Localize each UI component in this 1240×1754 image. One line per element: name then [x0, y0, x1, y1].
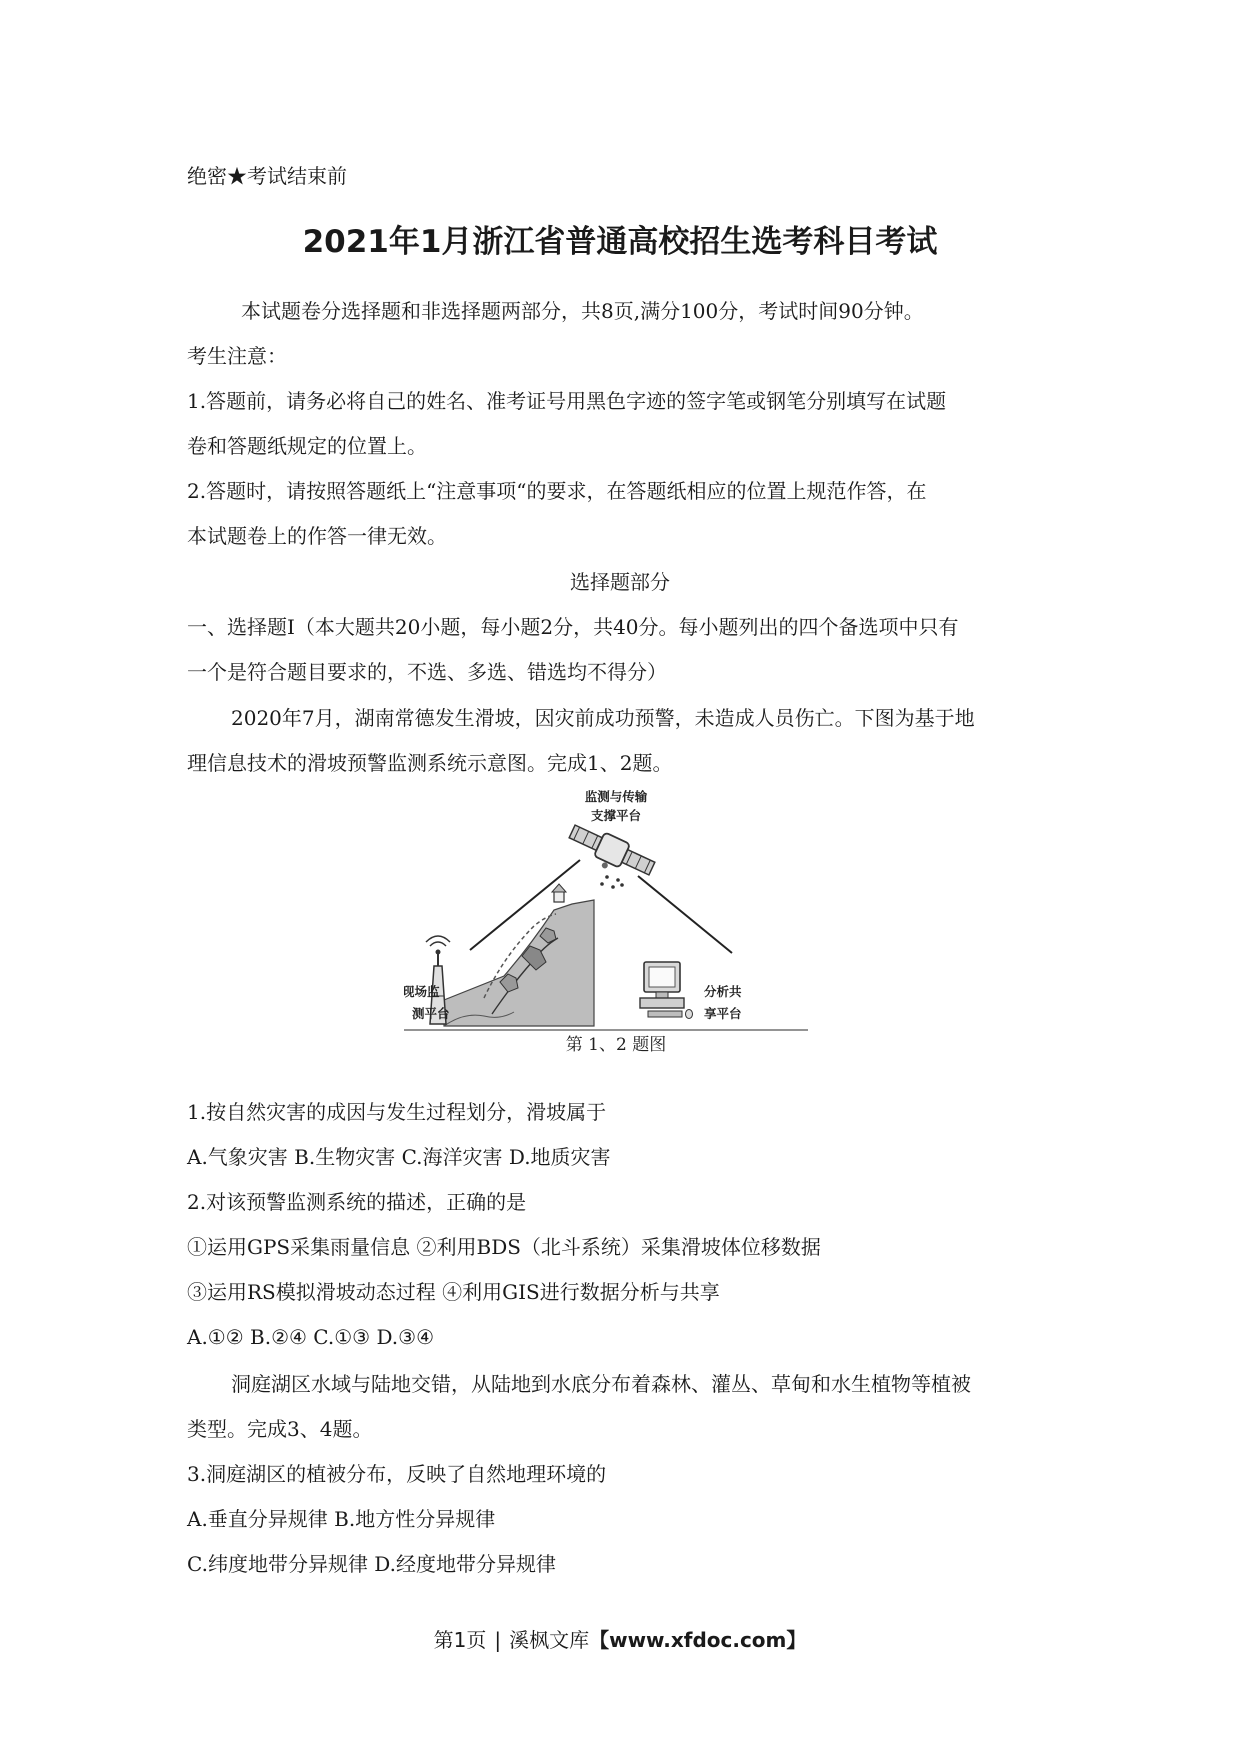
figure-label-right-2: 享平台 [704, 1006, 742, 1021]
library-name: 溪枫文库 [509, 1628, 590, 1652]
landslide-hill-icon [444, 884, 594, 1026]
landslide-monitoring-diagram [404, 786, 814, 1068]
part1-line-1: 一、选择题Ⅰ（本大题共20小题，每小题2分，共40分。每小题列出的四个备选项中只有 [187, 615, 959, 639]
q2-choice-line-a: ①运用GPS采集雨量信息 ②利用BDS（北斗系统）采集滑坡体位移数据 [187, 1235, 821, 1259]
q1-stem: 1.按自然灾害的成因与发生过程划分，滑坡属于 [187, 1100, 607, 1124]
figure-label-top-1: 监测与传输 [584, 789, 648, 804]
q1-options: A.气象灾害 B.生物灾害 C.海洋灾害 D.地质灾害 [187, 1145, 611, 1169]
q2-choice-line-b: ③运用RS模拟滑坡动态过程 ④利用GIS进行数据分析与共享 [187, 1280, 720, 1304]
notice-item-2-line-1: 2.答题时，请按照答题纸上“注意事项“的要求，在答题纸相应的位置上规范作答，在 [187, 479, 927, 503]
notice-item-1-line-2: 卷和答题纸规定的位置上。 [187, 434, 427, 458]
q2-options: A.①② B.②④ C.①③ D.③④ [187, 1325, 434, 1349]
passage1-line-1: 2020年7月，湖南常德发生滑坡，因灾前成功预警，未造成人员伤亡。下图为基于地 [231, 706, 975, 730]
figure-caption: 第 1、2 题图 [565, 1035, 667, 1055]
figure-label-right-1: 分析共 [704, 984, 742, 999]
figure-label-top-2: 支撑平台 [590, 808, 642, 823]
q3-options-line-2: C.纬度地带分异规律 D.经度地带分异规律 [187, 1552, 556, 1576]
part1-line-2: 一个是符合题目要求的，不选、多选、错选均不得分） [187, 660, 667, 684]
figure-label-left-2: 测平台 [412, 1006, 450, 1021]
page-title: 2021年1月浙江省普通高校招生选考科目考试 [302, 224, 938, 260]
section-title: 选择题部分 [570, 570, 670, 594]
secret-mark: 绝密★考试结束前 [187, 164, 347, 188]
page-footer [0, 1628, 1240, 1652]
footer-separator: | [494, 1628, 502, 1652]
satellite-icon [564, 820, 658, 887]
page-number: 第1页 [433, 1628, 487, 1652]
notice-item-2-line-2: 本试题卷上的作答一律无效。 [187, 524, 447, 548]
link-line-right [638, 876, 732, 953]
notice-heading: 考生注意： [187, 344, 287, 368]
passage2-line-1: 洞庭湖区水域与陆地交错，从陆地到水底分布着森林、灌丛、草甸和水生植物等植被 [231, 1372, 971, 1396]
q3-stem: 3.洞庭湖区的植被分布，反映了自然地理环境的 [187, 1462, 607, 1486]
q3-options-line-1: A.垂直分异规律 B.地方性分异规律 [187, 1507, 496, 1531]
site-url[interactable]: 【www.xfdoc.com】 [589, 1628, 807, 1652]
q2-stem: 2.对该预警监测系统的描述，正确的是 [187, 1190, 527, 1214]
passage1-line-2: 理信息技术的滑坡预警监测系统示意图。完成1、2题。 [187, 751, 673, 775]
computer-icon [640, 962, 693, 1019]
passage2-line-2: 类型。完成3、4题。 [187, 1417, 373, 1441]
signal-dots-icon [600, 875, 624, 889]
figure-label-left-1: 现场监 [404, 984, 440, 999]
intro-text: 本试题卷分选择题和非选择题两部分，共8页,满分100分，考试时间90分钟。 [241, 299, 924, 323]
notice-item-1-line-1: 1.答题前，请务必将自己的姓名、准考证号用黑色字迹的签字笔或钢笔分别填写在试题 [187, 389, 947, 413]
